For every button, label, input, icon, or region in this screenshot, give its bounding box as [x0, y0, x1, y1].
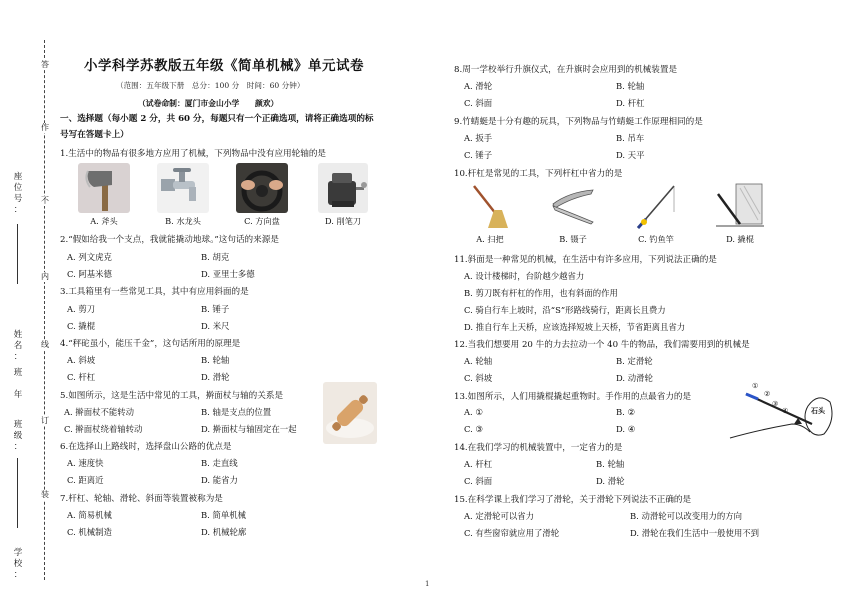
q14-option-a[interactable]: A. 杆杠	[464, 459, 493, 469]
q5-option-b[interactable]: B. 轴是支点的位置	[201, 407, 272, 417]
question-5-stem: 5.如图所示，这是生活中常见的工具，擀面杖与轴的关系是	[60, 391, 284, 401]
q15-option-b[interactable]: B. 动滑轮可以改变用力的方向	[630, 511, 742, 521]
page-number: 1	[425, 580, 430, 588]
q10-option-d[interactable]: D. 撬棍	[726, 234, 754, 244]
question-12-stem: 12.当我们想要用 20 牛的力去拉动一个 40 牛的物品，我们需要用到的机械是	[454, 340, 750, 350]
q6-option-a[interactable]: A. 速度快	[67, 458, 104, 468]
q5-option-d[interactable]: D. 擀面杖与轴固定在一起	[201, 424, 297, 434]
q14-option-c[interactable]: C. 斜面	[464, 476, 493, 486]
q2-option-c[interactable]: C. 阿基米德	[67, 269, 112, 279]
question-9-stem: 9.竹蜻蜓是十分有趣的玩具，下列物品与竹蜻蜓工作原理相同的是	[454, 117, 703, 127]
class-grade-label: 班 级 ：	[13, 420, 23, 452]
q4-option-d[interactable]: D. 滑轮	[201, 372, 230, 382]
q8-option-a[interactable]: A. 滑轮	[464, 81, 493, 91]
lever-point-4: ④	[782, 407, 789, 415]
question-3-stem: 3.工具箱里有一些常见工具，其中有应用斜面的是	[60, 287, 249, 297]
q2-option-d[interactable]: D. 亚里士多德	[201, 269, 255, 279]
broom-image	[466, 182, 512, 232]
seat-number-label: 座 位 号 ：	[13, 172, 23, 215]
q9-option-b[interactable]: B. 吊车	[616, 133, 645, 143]
crowbar-diagram	[728, 380, 834, 450]
q14-option-d[interactable]: D. 滑轮	[596, 476, 625, 486]
q7-option-d[interactable]: D. 机械轮廓	[201, 527, 247, 537]
question-14-stem: 14.在我们学习的机械装置中，一定省力的是	[454, 443, 623, 453]
lever-point-3: ③	[772, 400, 779, 408]
q3-option-d[interactable]: D. 米尺	[201, 321, 230, 331]
school-label: 学 校 ：	[13, 548, 23, 580]
pencil-sharpener-image	[318, 163, 368, 213]
section-heading-line2: 号写在答题卡上）	[60, 130, 129, 140]
question-11-stem: 11.斜面是一种常见的机械，在生活中有许多应用，下列说法正确的是	[454, 255, 717, 265]
q4-option-b[interactable]: B. 轮轴	[201, 355, 230, 365]
q1-option-a[interactable]: A. 斧头	[90, 216, 118, 226]
q4-option-c[interactable]: C. 杆杠	[67, 372, 96, 382]
q11-option-a[interactable]: A. 设计楼梯时，台阶越少越省力	[464, 271, 585, 281]
q12-option-d[interactable]: D. 动滑轮	[616, 373, 653, 383]
question-2-stem: 2.“假如给我一个支点，我就能撬动地球。”这句话的来源是	[60, 235, 279, 245]
q5-option-c[interactable]: C. 擀面杖绕着轴转动	[64, 424, 143, 434]
question-13-stem: 13.如图所示，人们用撬棍撬起重物时。手作用的点最省力的是	[454, 392, 692, 402]
q7-option-b[interactable]: B. 简单机械	[201, 510, 246, 520]
q15-option-c[interactable]: C. 有些窗帘就应用了滑轮	[464, 528, 560, 538]
q10-option-a[interactable]: A. 扫把	[476, 234, 504, 244]
question-15-stem: 15.在科学课上我们学习了滑轮，关于滑轮下列说法不正确的是	[454, 495, 692, 505]
lever-point-1: ①	[752, 382, 759, 390]
question-10-stem: 10.杆杠是常见的工具，下列杆杠中省力的是	[454, 169, 623, 179]
q1-option-c[interactable]: C. 方向盘	[244, 216, 280, 226]
q8-option-c[interactable]: C. 斜面	[464, 98, 493, 108]
q12-option-c[interactable]: C. 斜坡	[464, 373, 493, 383]
margin-char-6: 订	[41, 416, 49, 425]
section-heading-line1: 一、选择题（每小题 2 分，共 60 分，每题只有一个正确选项，请将正确选项的标	[60, 114, 374, 124]
q6-option-b[interactable]: B. 走直线	[201, 458, 238, 468]
q12-option-a[interactable]: A. 轮轴	[464, 356, 493, 366]
q1-option-d[interactable]: D. 削笔刀	[324, 216, 362, 226]
question-1-stem: 1.生活中的物品有很多地方应用了机械，下列物品中没有应用轮轴的是	[60, 149, 327, 159]
q13-option-a[interactable]: A. ①	[464, 407, 483, 417]
q3-option-c[interactable]: C. 撬棍	[67, 321, 96, 331]
question-6-stem: 6.在选择山上路线时，选择盘山公路的优点是	[60, 442, 232, 452]
class-blank[interactable]	[17, 458, 18, 528]
q9-option-d[interactable]: D. 天平	[616, 150, 645, 160]
exam-author: （试卷命制：厦门市金山小学 颜欢）	[138, 99, 279, 108]
axe-image	[78, 163, 130, 213]
tweezers-image	[549, 182, 595, 232]
class-label: 班	[13, 368, 23, 378]
q13-option-c[interactable]: C. ③	[464, 424, 483, 434]
margin-char-3: 不	[41, 196, 49, 205]
exam-range: （范围：五年级下册 总分：100 分 时间：60 分钟）	[116, 81, 305, 90]
fishing-rod-image	[632, 182, 678, 232]
q10-option-b[interactable]: B. 镊子	[559, 234, 587, 244]
q6-option-d[interactable]: D. 能省力	[201, 475, 238, 485]
q5-option-a[interactable]: A. 擀面杖不能转动	[64, 407, 134, 417]
q14-option-b[interactable]: B. 轮轴	[596, 459, 625, 469]
margin-char-1: 答	[41, 60, 49, 69]
margin-char-5: 线	[41, 340, 49, 349]
q3-option-b[interactable]: B. 锤子	[201, 304, 230, 314]
question-7-stem: 7.杆杠、轮轴、滑轮、斜面等装置被称为是	[60, 494, 223, 504]
q2-option-b[interactable]: B. 胡克	[201, 252, 230, 262]
q7-option-a[interactable]: A. 简易机械	[67, 510, 112, 520]
lever-point-2: ②	[764, 390, 771, 398]
q15-option-d[interactable]: D. 滑轮在我们生活中一般使用不到	[630, 528, 759, 538]
q12-option-b[interactable]: B. 定滑轮	[616, 356, 653, 366]
seat-number-blank[interactable]	[17, 224, 18, 284]
q10-option-c[interactable]: C. 钓鱼竿	[638, 234, 674, 244]
q11-option-c[interactable]: C. 骑自行车上坡时，沿“S”形路线骑行，距离长且费力	[464, 305, 666, 315]
q3-option-a[interactable]: A. 剪刀	[67, 304, 96, 314]
margin-char-4: 内	[41, 272, 49, 281]
q6-option-c[interactable]: C. 距离近	[67, 475, 104, 485]
rock-label: 石头	[811, 406, 825, 415]
question-4-stem: 4.“秤砣虽小，能压千金”，这句话所用的原理是	[60, 339, 241, 349]
faucet-image	[157, 163, 209, 213]
q8-option-b[interactable]: B. 轮轴	[616, 81, 645, 91]
q2-option-a[interactable]: A. 列文虎克	[67, 252, 112, 262]
q15-option-a[interactable]: A. 定滑轮可以省力	[464, 511, 534, 521]
q7-option-c[interactable]: C. 机械制造	[67, 527, 112, 537]
margin-char-2: 作	[41, 123, 49, 132]
q13-option-b[interactable]: B. ②	[616, 407, 635, 417]
q11-option-b[interactable]: B. 剪刀既有杆杠的作用，也有斜面的作用	[464, 288, 618, 298]
q8-option-d[interactable]: D. 杆杠	[616, 98, 645, 108]
grade-label: 年	[13, 390, 23, 400]
question-8-stem: 8.周一学校举行升旗仪式，在升旗时会应用到的机械装置是	[454, 65, 678, 75]
steering-wheel-image	[236, 163, 288, 213]
margin-char-7: 装	[41, 490, 49, 499]
exam-title: 小学科学苏教版五年级《简单机械》单元试卷	[84, 58, 364, 74]
q1-option-b[interactable]: B. 水龙头	[165, 216, 201, 226]
name-label: 姓 名 ：	[13, 330, 23, 362]
crowbar-image	[714, 180, 766, 232]
rolling-pin-image	[323, 382, 377, 444]
q4-option-a[interactable]: A. 斜坡	[67, 355, 96, 365]
q9-option-a[interactable]: A. 扳手	[464, 133, 493, 143]
q11-option-d[interactable]: D. 推自行车上天桥，应该选择短坡上天桥，节省距离且省力	[464, 322, 686, 332]
q9-option-c[interactable]: C. 锤子	[464, 150, 493, 160]
q13-option-d[interactable]: D. ④	[616, 424, 636, 434]
